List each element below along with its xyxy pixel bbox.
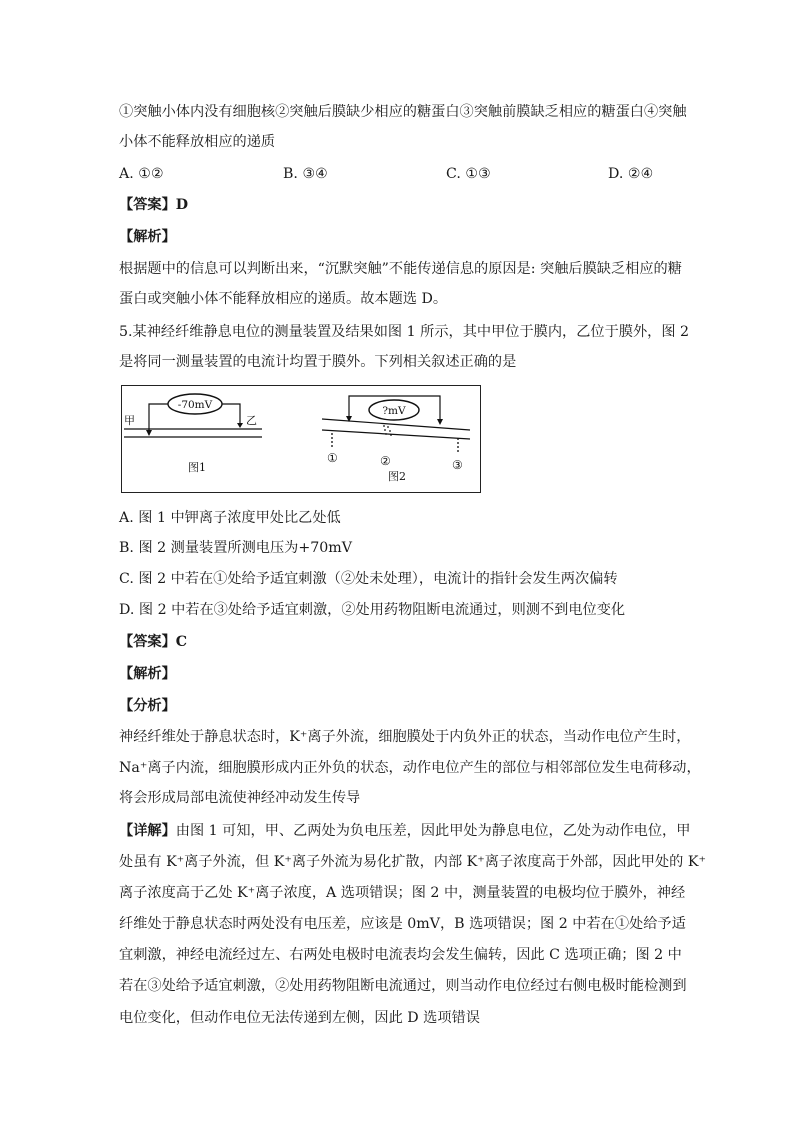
q4-stem-line-2: 小体不能释放相应的递质 <box>119 134 276 150</box>
q4-option-c: C. ①③ <box>446 166 491 182</box>
q5-detail-line-6: 若在③处给予适宜刺激，②处用药物阻断电流通过，则当动作电位经过右侧电极时能检测到 <box>119 978 687 994</box>
q5-option-c: C. 图 2 中若在①处给予适宜刺激（②处未处理），电流计的指针会发生两次偏转 <box>119 571 618 587</box>
figure-2 <box>322 396 470 483</box>
fig1-label-yi: 乙 <box>246 414 257 427</box>
fig2-caption: 图2 <box>388 470 406 483</box>
fig1-caption: 图1 <box>188 461 206 474</box>
q5-detail-line-5: 宜刺激，神经电流经过左、右两处电极时电流表均会发生偏转，因此 C 选项正确；图 2 中 <box>119 947 682 963</box>
q5-subsection-title: 【分析】 <box>119 698 176 714</box>
q5-option-d: D. 图 2 中若在③处给予适宜刺激，②处用药物阻断电流通过，则测不到电位变化 <box>119 602 626 618</box>
q4-stem-line-1: ①突触小体内没有细胞核②突触后膜缺少相应的糖蛋白③突触前膜缺乏相应的糖蛋白④突触 <box>119 104 687 120</box>
fig2-meter-reading: ?mV <box>382 405 406 417</box>
q5-option-a: A. 图 1 中钾离子浓度甲处比乙处低 <box>119 510 341 526</box>
q5-stem-line-2: 是将同一测量装置的电流计均置于膜外。下列相关叙述正确的是 <box>119 354 517 370</box>
q4-analysis-line-1: 根据题中的信息可以判断出来，“沉默突触”不能传递信息的原因是: 突触后膜缺乏相应的糖 <box>119 261 682 277</box>
q5-option-b: B. 图 2 测量装置所测电压为+70mV <box>119 540 353 556</box>
fig2-point-2: ② <box>380 454 391 468</box>
fig1-meter-reading: -70mV <box>177 399 213 411</box>
q5-detail-line-7: 电位变化，但动作电位无法传递到左侧，因此 D 选项错误 <box>119 1010 480 1026</box>
q4-option-d: D. ②④ <box>608 166 654 182</box>
q4-analysis-title: 【解析】 <box>119 229 176 245</box>
q5-answer: 【答案】C <box>119 634 188 650</box>
q4-option-b: B. ③④ <box>283 166 328 182</box>
q5-detail-line-3: 离子浓度高于乙处 K⁺离子浓度，A 选项错误；图 2 中，测量装置的电极均位于膜外，神经 <box>119 885 686 901</box>
q5-detail-line-4: 纤维处于静息状态时两处没有电压差，应该是 0mV，B 选项错误；图 2 中若在①处给予适 <box>119 916 686 932</box>
q5-detail-text-1: 由图 1 可知，甲、乙两处为负电压差，因此甲处为静息电位，乙处为动作电位，甲 <box>175 823 691 839</box>
q5-analysis-line-3: 将会形成局部电流使神经冲动发生传导 <box>119 790 361 806</box>
q5-detail-tag: 【详解】 <box>119 823 176 839</box>
q5-analysis-line-2: Na⁺离子内流，细胞膜形成内正外负的状态，动作电位产生的部位与相邻部位发生电荷移动， <box>119 760 701 776</box>
q4-answer: 【答案】D <box>119 197 189 213</box>
figure-1 <box>124 394 262 474</box>
fig1-label-jia: 甲 <box>124 414 135 427</box>
q5-detail-line-2: 处虽有 K⁺离子外流，但 K⁺离子外流为易化扩散，内部 K⁺离子浓度高于外部，因此甲处的 K⁺ <box>119 854 706 870</box>
q5-stem-line-1: 5.某神经纤维静息电位的测量装置及结果如图 1 所示，其中甲位于膜内，乙位于膜外，图 2 <box>119 324 690 340</box>
fig2-point-1: ① <box>327 451 338 465</box>
q4-option-a: A. ①② <box>119 166 164 182</box>
q4-analysis-line-2: 蛋白或突触小体不能释放相应的递质。故本题选 D。 <box>119 291 448 307</box>
q5-detail-line-1 <box>119 821 690 841</box>
q5-analysis-line-1: 神经纤维处于静息状态时，K⁺离子外流，细胞膜处于内负外正的状态，当动作电位产生时， <box>119 729 691 745</box>
q5-figure <box>121 385 481 493</box>
fig2-point-3: ③ <box>452 458 463 472</box>
q5-analysis-title: 【解析】 <box>119 666 176 682</box>
